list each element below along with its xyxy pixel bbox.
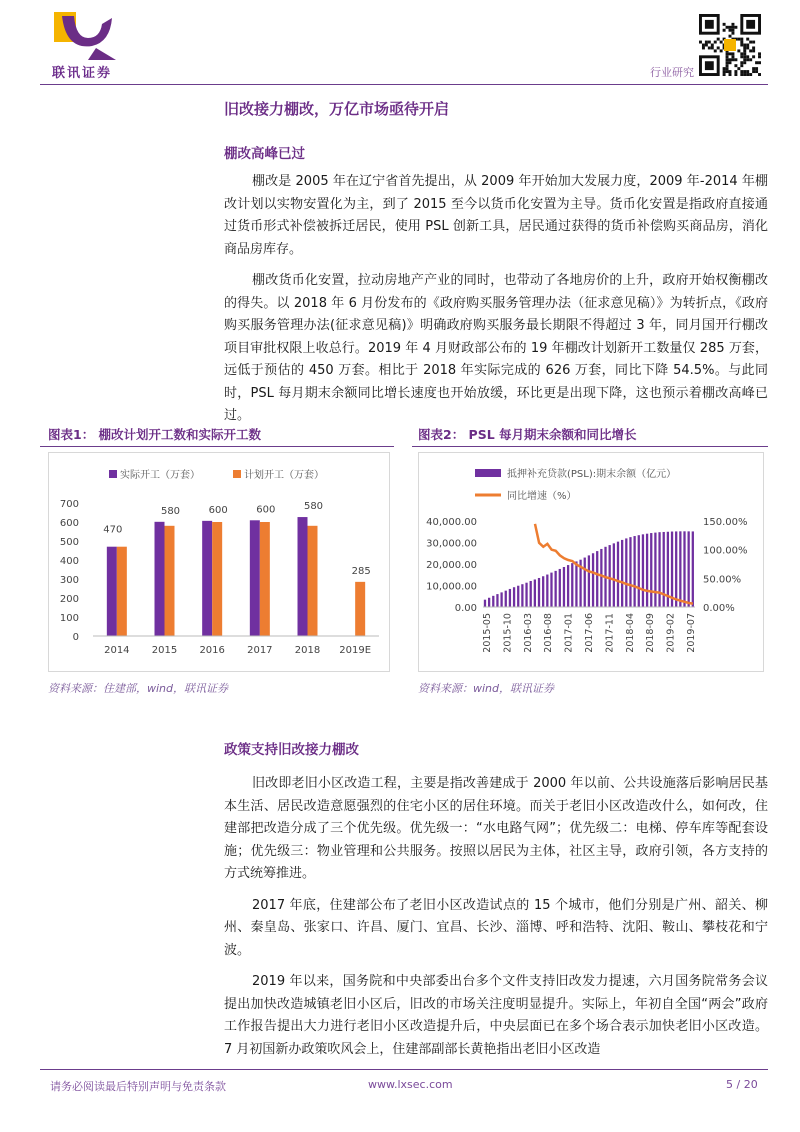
psl-bar	[550, 573, 552, 607]
psl-bar	[692, 531, 694, 607]
footer-rule	[40, 1069, 768, 1070]
psl-bar	[688, 531, 690, 607]
psl-bar	[675, 531, 677, 607]
qr-module	[714, 49, 717, 52]
x-tick-label: 2014	[104, 645, 130, 656]
psl-bar	[642, 534, 644, 607]
header-rule	[40, 84, 768, 85]
figure2-title: 图表2： PSL 每月期末余额和同比增长	[418, 427, 637, 442]
psl-bar	[484, 600, 486, 607]
paragraph: 旧改即老旧小区改造工程，主要是指改善建成于 2000 年以前、公共设施落后影响居民基本生活、居民改造意愿强烈的住宅小区的居住环境。而关于老旧小区改造改什么，如何改，住建部把改造分成了三个优先级。优先级一：“水电路气网”；优先级二：电梯、停车库等配套设施；优先级三：物业管理和公共服务。按照以居民为主体，社区主导，政府引领，各方支持的方式统筹推进。	[224, 776, 768, 881]
qr-module	[720, 49, 723, 52]
psl-bar	[525, 583, 527, 607]
qr-module	[737, 38, 740, 41]
psl-bar	[517, 586, 519, 607]
footer-website-link[interactable]: www.lxsec.com	[368, 1078, 453, 1091]
qr-module	[734, 26, 737, 29]
qr-module	[723, 67, 726, 70]
qr-finder	[746, 20, 755, 29]
qr-module	[720, 41, 723, 44]
psl-bar	[513, 587, 515, 607]
bar-actual	[202, 521, 212, 636]
qr-module	[749, 49, 752, 52]
qr-module	[731, 29, 734, 32]
bar-actual	[250, 520, 260, 636]
section2-body	[224, 773, 768, 1061]
qr-module	[740, 38, 743, 41]
figure1-rule	[40, 446, 394, 447]
qr-module	[755, 70, 758, 73]
qr-module	[731, 32, 734, 35]
bar-planned	[355, 582, 365, 636]
psl-bar	[505, 591, 507, 607]
qr-module	[702, 46, 705, 49]
psl-bar	[588, 555, 590, 607]
document-type-label: 行业研究	[650, 66, 694, 79]
qr-module	[743, 44, 746, 47]
qr-module	[746, 46, 749, 49]
qr-module	[752, 49, 755, 52]
psl-bar	[534, 579, 536, 607]
qr-module	[752, 67, 755, 70]
qr-module	[743, 73, 746, 76]
left-tick-label: 10,000.00	[426, 581, 477, 593]
company-logo	[52, 10, 120, 62]
qr-module	[726, 55, 729, 58]
qr-module	[705, 41, 708, 44]
qr-module	[714, 41, 717, 44]
y-tick-label: 100	[59, 613, 79, 624]
psl-bar	[617, 542, 619, 607]
qr-module	[746, 58, 749, 61]
qr-module	[702, 44, 705, 47]
logo-text: 联讯证券	[52, 66, 113, 81]
qr-module	[726, 64, 729, 67]
psl-bar	[530, 581, 532, 607]
qr-module	[746, 70, 749, 73]
qr-module	[740, 55, 743, 58]
qr-module	[726, 58, 729, 61]
legend-swatch-bars	[475, 469, 501, 477]
psl-bar	[492, 596, 494, 607]
qr-module	[708, 46, 711, 49]
bar-data-label: 580	[303, 501, 324, 513]
qr-module	[729, 52, 732, 55]
qr-module	[743, 70, 746, 73]
x-tick-label: 2017	[247, 645, 273, 656]
x-tick-label: 2015-10	[502, 613, 514, 653]
paragraph: 棚改货币化安置，拉动房地产产业的同时，也带动了各地房价的上升，政府开始权衡棚改的得失。以 2018 年 6 月份发布的《政府购买服务管理办法（征求意见稿）》为转折点，《政府购买服务管理办法(征求意见稿)》明确政府购买服务最长期限不得超过 3 年，同月国开行棚改项目审批权限上收总行。2019 年 4 月财政部公布的 19 年棚改计划新开工数量仅 285 万套，远低于预估的 450 万套。相比于 2018 年实际完成的 626 万套，同比下降 54.5%。与此同时，PSL 每月期末余额同比增长速度也开始放缓，环比更是出现下降，这也预示着棚改高峰已过。	[224, 273, 768, 423]
psl-bar	[621, 540, 623, 607]
psl-bar	[613, 543, 615, 607]
x-tick-label: 2016	[199, 645, 225, 656]
y-tick-label: 700	[59, 499, 79, 510]
qr-module	[749, 73, 752, 76]
bar-actual	[298, 517, 308, 636]
qr-module	[746, 73, 749, 76]
psl-bar	[488, 598, 490, 607]
psl-bar	[592, 553, 594, 607]
bar-data-label: 470	[103, 524, 123, 536]
psl-bar	[609, 545, 611, 607]
psl-bar	[546, 575, 548, 607]
qr-finder	[705, 20, 714, 29]
qr-module	[746, 44, 749, 47]
qr-module	[737, 67, 740, 70]
psl-bar	[683, 531, 685, 607]
qr-module	[737, 49, 740, 52]
qr-module	[734, 64, 737, 67]
right-tick-label: 50.00%	[703, 574, 742, 586]
section1-body	[224, 171, 768, 428]
qr-module	[743, 61, 746, 64]
qr-module	[726, 70, 729, 73]
bar-planned	[165, 526, 175, 636]
y-tick-label: 600	[59, 518, 79, 529]
qr-module	[734, 58, 737, 61]
main-title: 旧改接力棚改，万亿市场亟待开启	[224, 100, 450, 118]
qr-module	[726, 61, 729, 64]
psl-bar	[650, 533, 652, 607]
qr-module	[740, 73, 743, 76]
psl-bar	[638, 535, 640, 607]
psl-bar	[542, 576, 544, 607]
qr-module	[708, 41, 711, 44]
qr-module	[717, 46, 720, 49]
qr-module	[731, 55, 734, 58]
section-heading-policy-support: 政策支持旧改接力棚改	[224, 742, 359, 758]
qr-module	[717, 38, 720, 41]
psl-bar	[596, 551, 598, 607]
psl-bar	[563, 567, 565, 607]
x-tick-label: 2018-04	[624, 613, 636, 653]
qr-code	[699, 14, 761, 76]
qr-module	[729, 58, 732, 61]
bar-data-label: 580	[160, 505, 181, 517]
qr-module	[711, 46, 714, 49]
psl-bar	[646, 534, 648, 607]
y-tick-label: 300	[59, 575, 79, 586]
qr-module	[729, 26, 732, 29]
bar-data-label: 285	[351, 565, 371, 577]
qr-module	[743, 46, 746, 49]
qr-module	[723, 29, 726, 32]
psl-bar	[538, 578, 540, 607]
psl-bar	[559, 569, 561, 607]
qr-module	[752, 46, 755, 49]
figure2-rule	[412, 446, 768, 447]
x-tick-label: 2018-09	[645, 613, 657, 653]
psl-bar	[600, 549, 602, 607]
qr-module	[734, 73, 737, 76]
bar-data-label: 600	[256, 504, 276, 516]
legend-label: 同比增速（%）	[507, 491, 577, 502]
qr-module	[755, 67, 758, 70]
x-tick-label: 2018	[294, 645, 321, 656]
qr-module	[723, 73, 726, 76]
legend-label: 抵押补充贷款(PSL):期末余额（亿元）	[507, 469, 677, 480]
x-tick-label: 2019-02	[665, 613, 677, 653]
x-tick-label: 2015	[151, 645, 178, 656]
figure2-source: 资料来源：wind，联讯证券	[418, 682, 555, 695]
qr-module	[740, 52, 743, 55]
figure1-title: 图表1： 棚改计划开工数和实际开工数	[48, 427, 262, 442]
left-tick-label: 40,000.00	[426, 517, 477, 528]
qr-module	[729, 61, 732, 64]
paragraph: 2019 年以来，国务院和中央部委出台多个文件支持旧改发力提速，六月国务院常务会议提出加快改造城镇老旧小区后，旧改的市场关注度明显提升。实际上，年初自全国“两会”政府工作报告提出大力进行老旧小区改造提升后，中央层面已在多个场合表示加快老旧小区改造。 7 月初国新办政策吹风会上，住建部副部长黄艳指出老旧小区改造	[224, 974, 768, 1057]
qr-module	[705, 44, 708, 47]
psl-bar	[658, 532, 660, 607]
bar-actual	[107, 547, 117, 636]
bar-planned	[260, 522, 270, 636]
y-tick-label: 500	[59, 537, 79, 548]
qr-module	[723, 70, 726, 73]
qr-module	[740, 44, 743, 47]
qr-module	[731, 26, 734, 29]
x-tick-label: 2019-07	[686, 613, 697, 653]
psl-bar	[567, 565, 569, 607]
psl-bar	[625, 538, 627, 607]
bar-actual	[155, 522, 165, 636]
qr-module	[729, 73, 732, 76]
psl-bar	[679, 531, 681, 607]
psl-bar	[509, 589, 511, 607]
qr-module	[731, 23, 734, 26]
legend-swatch	[109, 470, 117, 478]
qr-center-logo	[724, 39, 736, 51]
qr-module	[699, 41, 702, 44]
qr-module	[758, 55, 761, 58]
psl-bar	[496, 594, 498, 607]
qr-module	[731, 52, 734, 55]
bar-data-label: 600	[208, 504, 228, 516]
qr-module	[743, 52, 746, 55]
x-tick-label: 2017-01	[563, 613, 575, 653]
paragraph: 棚改是 2005 年在辽宁省首先提出，从 2009 年开始加大发展力度，2009 年-2014 年棚改计划以实物安置化为主，到了 2015 至今以货币化安置为主导。货币化安置是指政府直接通过货币形式补偿被拆迁居民，使用 PSL 创新工具，居民通过获得的货币补偿购买商品房，消化商品房库存。	[224, 174, 768, 257]
bar-planned	[212, 522, 222, 636]
qr-module	[740, 41, 743, 44]
qr-module	[746, 55, 749, 58]
figure2-chart	[418, 452, 764, 672]
qr-module	[729, 29, 732, 32]
bar-planned	[117, 547, 127, 636]
left-tick-label: 30,000.00	[426, 538, 477, 550]
qr-module	[734, 70, 737, 73]
qr-module	[758, 73, 761, 76]
qr-module	[726, 26, 729, 29]
psl-bar	[500, 592, 502, 607]
right-tick-label: 150.00%	[703, 517, 748, 528]
y-tick-label: 200	[59, 594, 79, 605]
psl-bar	[521, 584, 523, 607]
qr-module	[758, 52, 761, 55]
qr-module	[752, 70, 755, 73]
qr-finder	[705, 61, 714, 70]
x-tick-label: 2016-08	[543, 613, 555, 653]
legend-label: 实际开工（万套）	[120, 470, 200, 481]
legend-label: 计划开工（万套）	[244, 470, 324, 481]
qr-module	[726, 67, 729, 70]
qr-module	[749, 58, 752, 61]
qr-module	[746, 38, 749, 41]
figure1-source: 资料来源：住建部，wind，联讯证券	[48, 682, 229, 695]
figure1-chart	[48, 452, 390, 672]
qr-module	[758, 61, 761, 64]
paragraph: 2017 年底，住建部公布了老旧小区改造试点的 15 个城市，他们分别是广州、韶关、柳州、秦皇岛、张家口、许昌、厦门、宜昌、长沙、淄博、呼和浩特、沈阳、鞍山、攀枝花和宁波。	[224, 897, 768, 958]
qr-module	[740, 61, 743, 64]
legend-swatch	[233, 470, 241, 478]
x-tick-label: 2017-11	[604, 613, 616, 653]
right-tick-label: 100.00%	[703, 545, 748, 557]
psl-bar	[654, 533, 656, 607]
page-number: 5 / 20	[726, 1078, 758, 1091]
left-tick-label: 0.00	[454, 603, 477, 614]
qr-module	[749, 41, 752, 44]
section-heading-shantytown-peak: 棚改高峰已过	[224, 146, 305, 162]
psl-bar	[575, 561, 577, 607]
qr-module	[755, 61, 758, 64]
psl-bar	[584, 558, 586, 607]
qr-module	[726, 52, 729, 55]
qr-module	[752, 55, 755, 58]
y-tick-label: 400	[59, 556, 79, 567]
psl-bar	[554, 571, 556, 607]
qr-module	[711, 44, 714, 47]
psl-bar	[671, 532, 673, 607]
qr-module	[729, 35, 732, 38]
psl-bar	[629, 537, 631, 607]
x-tick-label: 2017-06	[584, 613, 595, 653]
qr-module	[740, 64, 743, 67]
x-tick-label: 2015-05	[482, 613, 493, 653]
qr-module	[752, 41, 755, 44]
x-tick-label: 2019E	[339, 645, 372, 656]
qr-module	[740, 70, 743, 73]
qr-module	[729, 70, 732, 73]
left-tick-label: 20,000.00	[426, 560, 477, 571]
qr-module	[743, 49, 746, 52]
x-tick-label: 2016-03	[522, 613, 534, 653]
qr-module	[743, 58, 746, 61]
psl-bar	[571, 563, 573, 607]
qr-module	[723, 23, 726, 26]
right-tick-label: 0.00%	[703, 603, 735, 614]
y-tick-label: 0	[72, 632, 79, 643]
bar-planned	[308, 526, 318, 636]
footer-disclaimer-link[interactable]: 请务必阅读最后特别声明与免责条款	[50, 1080, 226, 1093]
psl-bar	[633, 536, 635, 607]
qr-module	[743, 55, 746, 58]
qr-module	[731, 58, 734, 61]
